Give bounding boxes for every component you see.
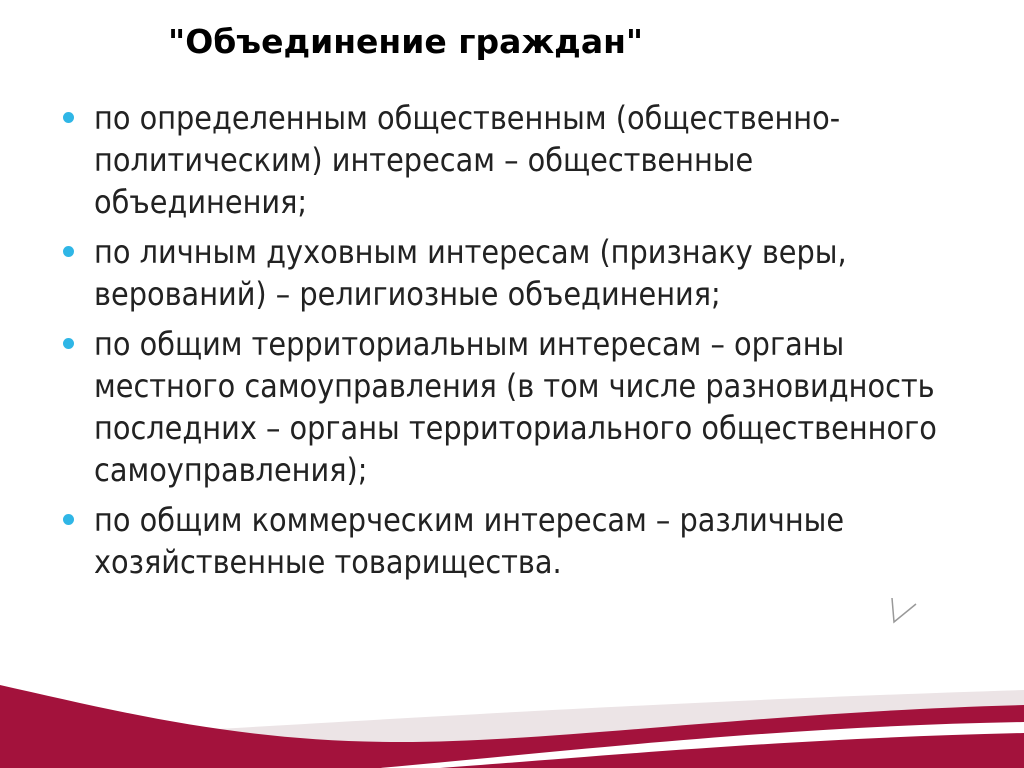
bullet-text: по личным духовным интересам (признаку веры, верований) – религиозные объединения;: [94, 233, 847, 313]
pen-cursor-mark: [888, 596, 928, 626]
bullet-item: [58, 499, 958, 583]
bullet-dot-icon: [63, 514, 74, 525]
bullet-dot-icon: [63, 112, 74, 123]
bullet-dot-icon: [63, 246, 74, 257]
slide-title: "Объединение граждан": [168, 22, 644, 61]
bullet-item: [58, 323, 958, 491]
bullet-text: по общим территориальным интересам – органы местного самоуправления (в том числе разновидность последних – органы территориального общественного самоуправления);: [94, 325, 937, 489]
bullet-text: по определенным общественным (общественно-политическим) интересам – общественные объединения;: [94, 99, 841, 221]
bullet-dot-icon: [63, 338, 74, 349]
bullet-list: [58, 97, 958, 591]
bullet-item: [58, 231, 958, 315]
bullet-item: [58, 97, 958, 223]
bullet-text: по общим коммерческим интересам – различные хозяйственные товарищества.: [94, 501, 845, 581]
